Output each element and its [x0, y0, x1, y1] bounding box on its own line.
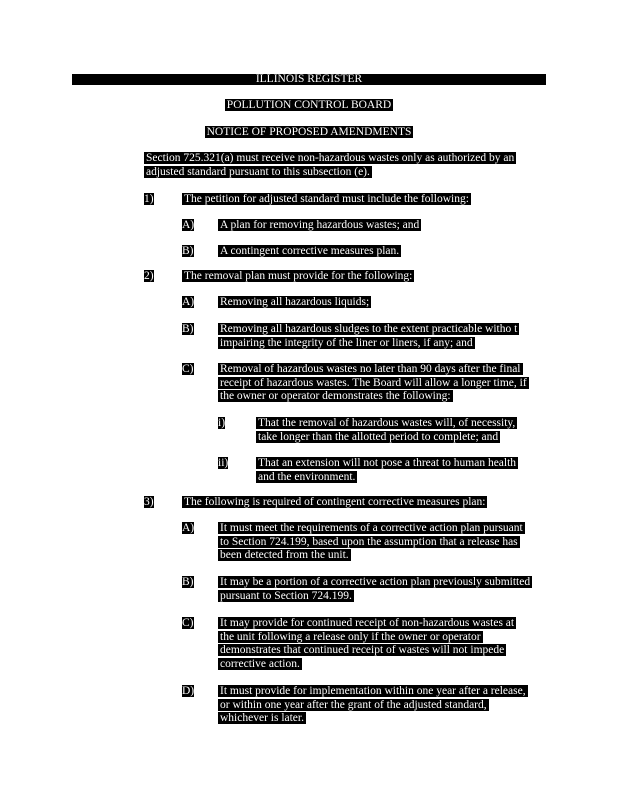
item-text — [218, 245, 401, 259]
item-label: 1) — [144, 193, 154, 205]
item-text-line: the owner or operator demonstrates the following: — [220, 390, 451, 402]
item-text-line: pursuant to Section 724.199. — [220, 589, 352, 602]
item-text-line: and the environment. — [258, 470, 356, 483]
item-text — [256, 417, 517, 444]
intro-paragraph-line: adjusted standard pursuant to this subsection (e). — [146, 165, 370, 178]
notice-title: NOTICE OF PROPOSED AMENDMENTS — [206, 126, 412, 138]
item-text — [218, 363, 529, 404]
item-text-line: Removing all hazardous sludges to the extent practicable witho t — [220, 323, 518, 335]
item-text — [218, 685, 528, 726]
item-text — [218, 296, 371, 310]
item-text-line: A plan for removing hazardous wastes; and — [220, 219, 420, 231]
item-text-line: been detected from the unit. — [220, 549, 349, 561]
item-text-line: demonstrates that continued receipt of wastes will not impede — [220, 644, 505, 656]
item-text-line: corrective action. — [220, 657, 300, 670]
item-label: i) — [218, 417, 226, 429]
item-text-line: That an extension will not pose a threat to human health — [258, 457, 517, 469]
intro-paragraph — [144, 152, 516, 179]
item-text-line: to Section 724.199, based upon the assumption that a release has — [220, 535, 518, 548]
item-text-line: receipt of hazardous wastes. The Board will allow a longer time, if — [220, 376, 527, 389]
item-label: 2) — [144, 270, 154, 282]
intro-paragraph-line: Section 725.321(a) must receive non-hazardous wastes only as authorized by an — [146, 152, 515, 164]
item-text — [218, 522, 525, 563]
item-label: B) — [182, 576, 194, 588]
item-text — [218, 323, 519, 350]
item-text-line: take longer than the allotted period to complete; and — [258, 430, 499, 443]
item-label: A) — [182, 522, 195, 534]
item-text-line: the unit following a release only if the owner or operator — [220, 630, 481, 643]
register-title: ILLINOIS REGISTER — [255, 73, 363, 85]
item-text-line: That the removal of hazardous wastes will, of necessity, — [258, 417, 516, 429]
item-text-line: Removing all hazardous liquids; — [220, 296, 370, 308]
item-text — [256, 457, 518, 484]
item-text-line: It may be a portion of a corrective action plan previously submitted — [220, 576, 531, 588]
item-text — [218, 617, 516, 671]
item-label: B) — [182, 323, 194, 335]
item-label: C) — [182, 617, 194, 629]
item-label: D) — [182, 685, 195, 697]
item-label: ii) — [218, 457, 229, 469]
item-text-line: It must meet the requirements of a corrective action plan pursuant — [220, 522, 523, 534]
item-text-line: It must provide for implementation within one year after a release, — [220, 685, 526, 697]
item-text-line: A contingent corrective measures plan. — [220, 245, 400, 257]
item-text-line: Removal of hazardous wastes no later than 90 days after the final — [220, 363, 521, 375]
item-text — [218, 576, 532, 603]
item-text-line: impairing the integrity of the liner or liners, if any; and — [220, 336, 473, 349]
item-label: 3) — [144, 496, 154, 508]
item-text-line: The petition for adjusted standard must include the following: — [184, 193, 469, 205]
item-label: A) — [182, 296, 195, 308]
item-text — [182, 270, 414, 284]
item-text — [218, 219, 421, 233]
item-text-line: The removal plan must provide for the following: — [184, 270, 413, 282]
item-text-line: or within one year after the grant of the adjusted standard, — [220, 698, 487, 711]
board-title: POLLUTION CONTROL BOARD — [226, 99, 392, 111]
item-text-line: The following is required of contingent corrective measures plan: — [184, 496, 486, 508]
item-text — [182, 496, 487, 510]
item-text-line: whichever is later. — [220, 712, 304, 724]
item-text-line: It may provide for continued receipt of non-hazardous wastes at — [220, 617, 515, 629]
item-label: A) — [182, 219, 195, 231]
item-label: C) — [182, 363, 194, 375]
item-text — [182, 193, 471, 207]
item-label: B) — [182, 245, 194, 257]
